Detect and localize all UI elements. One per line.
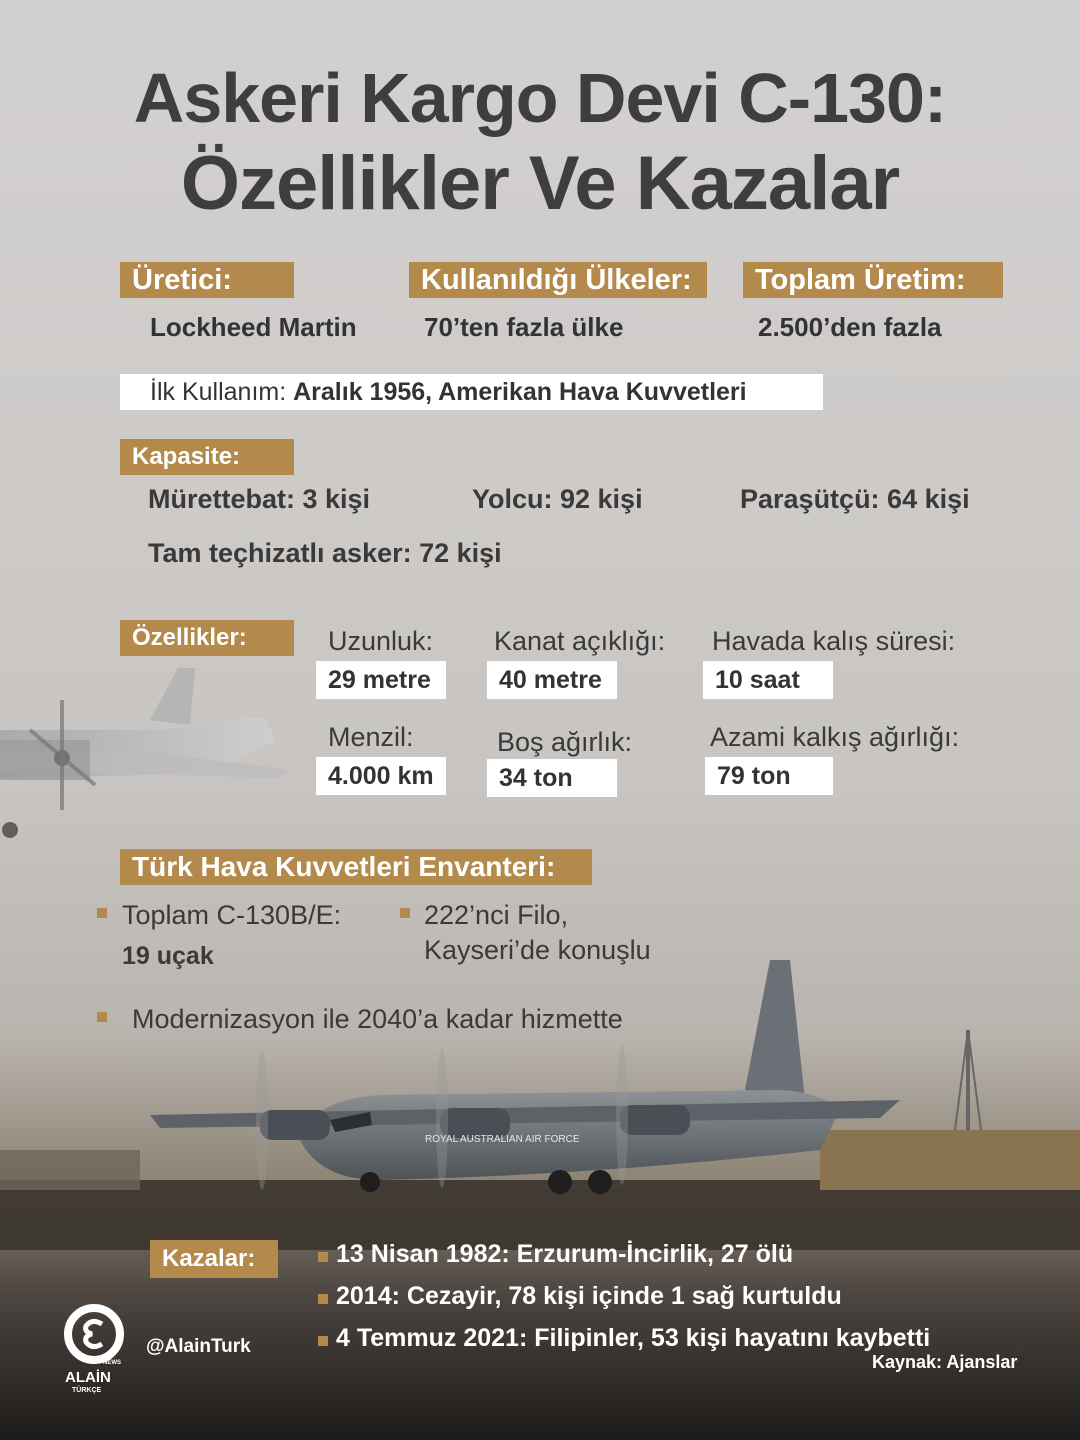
endurance-value: 10 saat [703, 661, 833, 699]
plane-illustration-main [0, 950, 1080, 1250]
accident-item-2: 2014: Cezayir, 78 kişi içinde 1 sağ kurtuldu [336, 1282, 842, 1310]
first-use-box [120, 374, 823, 410]
capacity-passengers: Yolcu: 92 kişi [472, 484, 643, 514]
inventory-item2-line1: 222’nci Filo, [424, 900, 569, 930]
max-takeoff-value: 79 ton [705, 757, 833, 795]
inventory-item2-line2: Kayseri’de konuşlu [424, 935, 651, 965]
capacity-paratroopers: Paraşütçü: 64 kişi [740, 484, 970, 514]
range-value: 4.000 km [316, 757, 446, 795]
max-takeoff-label: Azami kalkış ağırlığı: [710, 722, 960, 752]
accident-bullet-1 [318, 1252, 328, 1262]
inventory-bullet-2 [400, 908, 410, 918]
accident-item-3: 4 Temmuz 2021: Filipinler, 53 kişi hayatını kaybetti [336, 1324, 931, 1352]
social-handle[interactable]: @AlainTurk [146, 1336, 251, 1357]
empty-weight-label: Boş ağırlık: [497, 727, 633, 757]
accident-item-1: 13 Nisan 1982: Erzurum-İncirlik, 27 ölü [336, 1240, 794, 1268]
brand-name: ALAİN [65, 1369, 111, 1386]
brand-sub: TÜRKÇE [72, 1387, 102, 1394]
production-value: 2.500’den fazla [758, 312, 942, 342]
range-label: Menzil: [328, 722, 414, 752]
manufacturer-label: Üretici: [120, 262, 294, 298]
endurance-label: Havada kalış süresi: [712, 626, 956, 656]
accident-bullet-3 [318, 1336, 328, 1346]
plane-illustration-left [0, 660, 290, 840]
capacity-soldiers: Tam teçhizatlı asker: 72 kişi [148, 538, 502, 568]
wingspan-value: 40 metre [487, 661, 617, 699]
page-title-line2: Özellikler Ve Kazalar [180, 141, 900, 226]
accidents-label: Kazalar: [150, 1240, 278, 1278]
length-value: 29 metre [316, 661, 446, 699]
inventory-item1-line1: Toplam C-130B/E: [122, 900, 342, 930]
empty-weight-value: 34 ton [487, 759, 617, 797]
inventory-bullet-1 [97, 908, 107, 918]
source-note: Kaynak: Ajanslar [872, 1352, 1018, 1372]
length-label: Uzunluk: [328, 626, 434, 656]
capacity-label: Kapasite: [120, 439, 294, 475]
hangar [820, 1130, 1080, 1190]
page-title-line1: Askeri Kargo Devi C-130: [133, 59, 947, 137]
alain-logo-icon [62, 1302, 126, 1366]
manufacturer-value: Lockheed Martin [150, 312, 357, 342]
inventory-label: Türk Hava Kuvvetleri Envanteri: [120, 849, 592, 885]
production-label: Toplam Üretim: [743, 262, 1003, 298]
countries-label: Kullanıldığı Ülkeler: [409, 262, 707, 298]
first-use-value: Aralık 1956, Amerikan Hava Kuvvetleri [293, 378, 747, 406]
inventory-item1-line2: 19 uçak [122, 942, 214, 970]
wingspan-label: Kanat açıklığı: [494, 626, 666, 656]
capacity-crew: Mürettebat: 3 kişi [148, 484, 371, 514]
features-label: Özellikler: [120, 620, 294, 656]
inventory-item3: Modernizasyon ile 2040’a kadar hizmette [132, 1004, 623, 1034]
first-use-label: İlk Kullanım: [150, 378, 294, 406]
plane-marking: ROYAL AUSTRALIAN AIR FORCE [425, 1134, 580, 1145]
accident-bullet-2 [318, 1294, 328, 1304]
countries-value: 70’ten fazla ülke [424, 312, 624, 342]
brand-news: NEWS [103, 1360, 121, 1366]
